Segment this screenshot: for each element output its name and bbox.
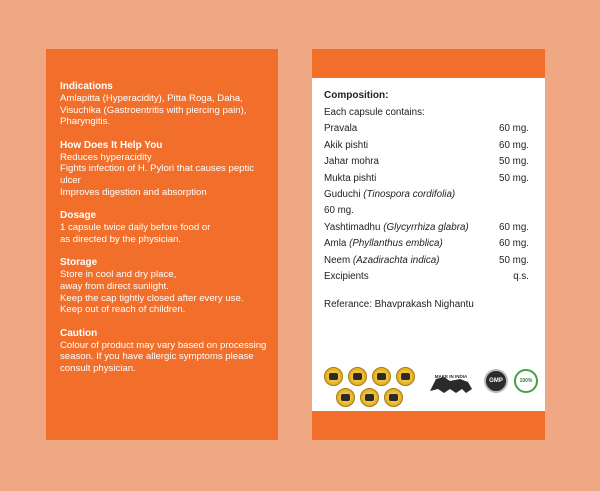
composition-intro: Each capsule contains: (324, 107, 425, 118)
ingredient-name: Akik pishti (324, 139, 369, 151)
how-helps-line: ulcer (60, 174, 81, 186)
storage-line: Store in cool and dry place, (60, 269, 177, 281)
composition-panel (312, 49, 545, 440)
dosage-section (60, 210, 268, 245)
gold-seal-icon (336, 388, 355, 407)
make-in-india-lion-icon (426, 369, 476, 399)
dosage-line: 1 capsule twice daily before food or (60, 222, 211, 234)
make-in-india-label: MAKE IN INDIA (434, 374, 468, 379)
ingredient-name: Amla (324, 238, 347, 250)
ingredient-row (324, 220, 529, 236)
indications-line: Amlapitta (Hyperacidity), Pitta Roga, Daha, (60, 93, 243, 104)
ingredient-row (324, 121, 529, 137)
ingredient-dose: 50 mg. (499, 254, 529, 266)
top-orange-band (312, 49, 545, 78)
ingredient-dose: 60 mg. (499, 221, 529, 233)
gold-seal-icon (372, 367, 391, 386)
caution-line: Colour of product may vary based on processing (60, 339, 267, 351)
storage-line: Keep out of reach of children. (60, 304, 186, 316)
how-helps-line: Improves digestion and absorption (60, 186, 207, 198)
caution-section (60, 328, 268, 375)
ingredient-row (324, 253, 529, 269)
ingredient-dose: 50 mg. (499, 156, 529, 168)
ingredient-dose: 60 mg. (499, 238, 529, 250)
ingredient-name: 60 mg. (324, 205, 354, 217)
storage-section (60, 257, 268, 315)
composition-block (312, 78, 545, 314)
storage-line: away from direct sunlight. (60, 280, 169, 292)
ingredient-dose: 60 mg. (499, 123, 529, 135)
indications-line: Pharyngitis. (60, 116, 111, 128)
natural-badge-icon: 100% (514, 369, 538, 393)
certification-badges (320, 361, 535, 411)
dosage-line: as directed by the physician. (60, 233, 182, 245)
ingredient-dose: q.s. (513, 271, 529, 283)
ingredient-latin: (Tinospora cordifolia) (363, 189, 456, 201)
ingredient-row (324, 203, 529, 219)
ingredient-latin: (Glycyrrhiza glabra) (383, 221, 469, 233)
reference-text: Referance: Bhavprakash Nighantu (324, 299, 474, 311)
gold-seal-icon (396, 367, 415, 386)
ingredient-dose: 50 mg. (499, 172, 529, 184)
dosage-heading: Dosage (60, 210, 97, 222)
ingredient-name: Guduchi (324, 189, 361, 201)
ingredient-name: Excipients (324, 271, 369, 283)
ingredient-latin: (Azadirachta indica) (352, 254, 440, 266)
ingredient-row (324, 154, 529, 170)
gold-seal-icon (348, 367, 367, 386)
left-info-panel (46, 49, 278, 440)
ingredient-row (324, 187, 529, 203)
caution-line: season. If you have allergic symptoms please (60, 351, 254, 363)
ingredient-name: Pravala (324, 123, 358, 135)
gold-seal-icon (324, 367, 343, 386)
ingredient-name: Neem (324, 254, 351, 266)
ingredient-row (324, 269, 529, 285)
gold-seal-icon (360, 388, 379, 407)
how-helps-section (60, 140, 268, 198)
ingredient-latin: (Phyllanthus emblica) (349, 238, 443, 250)
gold-seal-icon (384, 388, 403, 407)
ingredient-dose: 60 mg. (499, 139, 529, 151)
ingredient-name: Jahar mohra (324, 156, 379, 168)
ingredient-row (324, 171, 529, 187)
ingredient-row (324, 138, 529, 154)
storage-heading: Storage (60, 257, 98, 269)
how-helps-heading: How Does It Help You (60, 139, 163, 151)
ingredient-name: Yashtimadhu (324, 221, 381, 233)
caution-line: consult physician. (60, 362, 136, 374)
ingredient-row (324, 236, 529, 252)
composition-heading: Composition: (324, 90, 389, 101)
how-helps-line: Reduces hyperacidity (60, 151, 152, 163)
indications-line: Visuchika (Gastroentritis with piercing pain), (60, 104, 247, 116)
how-helps-line: Fights infection of H. Pylori that causes peptic (60, 163, 255, 175)
indications-heading: Indications (60, 81, 113, 92)
caution-heading: Caution (60, 327, 98, 339)
bottom-orange-band (312, 411, 545, 440)
ingredient-name: Mukta pishti (324, 172, 377, 184)
gmp-badge-icon: GMP (484, 369, 508, 393)
indications-section (60, 81, 268, 128)
storage-line: Keep the cap tightly closed after every use. (60, 292, 244, 304)
